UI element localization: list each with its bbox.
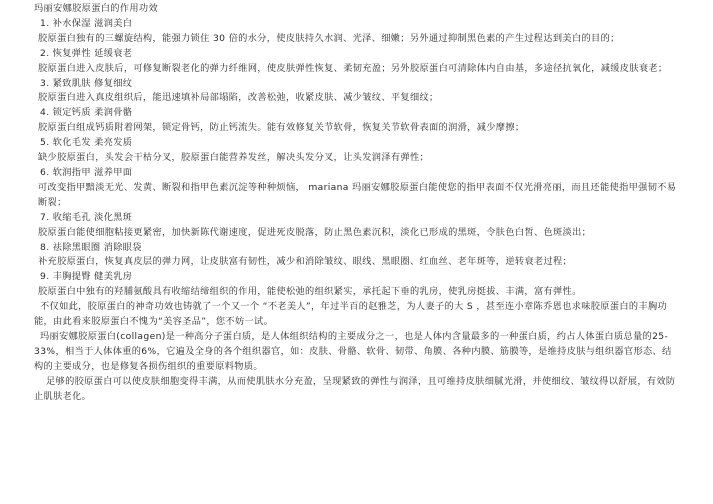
item-heading: 7. 收缩毛孔 淡化黑斑 (40, 211, 133, 223)
list-item (34, 136, 679, 166)
item-heading: 1. 补水保湿 滋润美白 (40, 17, 133, 29)
item-heading: 8. 祛除黑眼圈 消除眼袋 (40, 241, 142, 253)
item-body: 胶原蛋白能使细胞粘接更紧密，加快新陈代谢速度，促进死皮脱落，防止黑色素沉积，淡化已形成的黑斑，令肤色白皙、色斑淡出； (38, 226, 592, 238)
list-item (34, 270, 679, 300)
list-item (34, 166, 679, 211)
item-body: 胶原蛋白进入真皮组织后，能迅速填补局部塌陷，改善松弛，收紧皮肤、减少皱纹、平复细纹； (38, 92, 439, 104)
list-item (34, 241, 679, 271)
item-heading: 3. 紧致肌肤 修复细纹 (40, 77, 133, 89)
document-title: 玛丽安娜胶原蛋白的作用功效 (34, 3, 158, 14)
item-body: 胶原蛋白进入皮肤后，可修复断裂老化的弹力纤维网，使皮肤弹性恢复、柔韧充盈；另外胶原蛋白可清除体内自由基，多途径抗氧化，减缓皮肤衰老； (38, 62, 668, 74)
item-heading: 4. 锁定钙质 柔润骨骼 (40, 107, 133, 119)
item-heading: 6. 软润指甲 滋养甲面 (40, 166, 133, 178)
item-body: 胶原蛋白独有的三螺旋结构，能强力锁住 30 倍的水分，使皮肤持久水润、光泽、细嫩；另外通过抑制黑色素的产生过程达到美白的目的； (38, 32, 620, 44)
item-body: 缺少胶原蛋白，头发会干枯分叉，胶原蛋白能营养发丝，解决头发分叉，让头发润泽有弹性； (38, 152, 430, 164)
list-item (34, 17, 679, 47)
item-body: 补充胶原蛋白，恢复真皮层的弹力网，让皮肤富有韧性，减少和消除皱纹、眼线、黑眼圈、红血丝、老年斑等，逆转衰老过程； (38, 256, 573, 268)
item-body: 胶原蛋白中独有的羟脯氨酸具有收缩结缔组织的作用，能使松弛的组织紧实，承托起下垂的乳房，使乳房挺拔、丰满，富有弹性。 (38, 286, 582, 298)
list-item (34, 106, 679, 136)
paragraph: 不仅如此，胶原蛋白的神奇功效也铸就了一个又一个 “不老美人”，年过半百的赵雅芝，为人妻子的大 S ，甚至连小章陈乔恩也求味胶原蛋白的丰胸功能，由此看来胶原蛋白不愧为“美容圣品”，您不妨一试。 (34, 301, 668, 328)
paragraph: 足够的胶原蛋白可以使皮肤细胞变得丰满，从而使肌肤水分充盈，呈现紧致的弹性与润泽，且可维持皮肤细腻光滑，并使细纹、皱纹得以舒展，有效防止肌肤老化。 (34, 375, 676, 402)
item-body: 可改变指甲黯淡无光、发黄、断裂和指甲色素沉淀等种种烦恼， mariana 玛丽安娜胶原蛋白能使您的指甲表面不仅光滑亮丽，而且还能使指甲强韧不易断裂； (38, 181, 677, 208)
item-heading: 5. 软化毛发 柔亮发质 (40, 137, 133, 149)
paragraph: 玛丽安娜胶原蛋白(collagen)是一种高分子蛋白质，是人体组织结构的主要成分之一，也是人体内含量最多的一种蛋白质，约占人体蛋白质总量的25-33%，相当于人体体重的6%，它遍及全身的各个组织器官，如：皮肤、骨骼、软骨、韧带、角膜、各种内膜、筋膜等，是维持皮肤与组织器官形态、结构的主要成分，也是修复各损伤组织的重要原料物质。 (34, 330, 672, 372)
list-item (34, 77, 679, 107)
list-item (34, 47, 679, 77)
item-heading: 2. 恢复弹性 延缓衰老 (40, 47, 133, 59)
list-item (34, 211, 679, 241)
item-body: 胶原蛋白组成钙质附着网架，锁定骨钙，防止钙流失。能有效修复关节软骨，恢复关节软骨表面的润滑，减少摩擦； (38, 122, 525, 134)
item-heading: 9. 丰胸提臀 健美乳房 (40, 271, 133, 283)
